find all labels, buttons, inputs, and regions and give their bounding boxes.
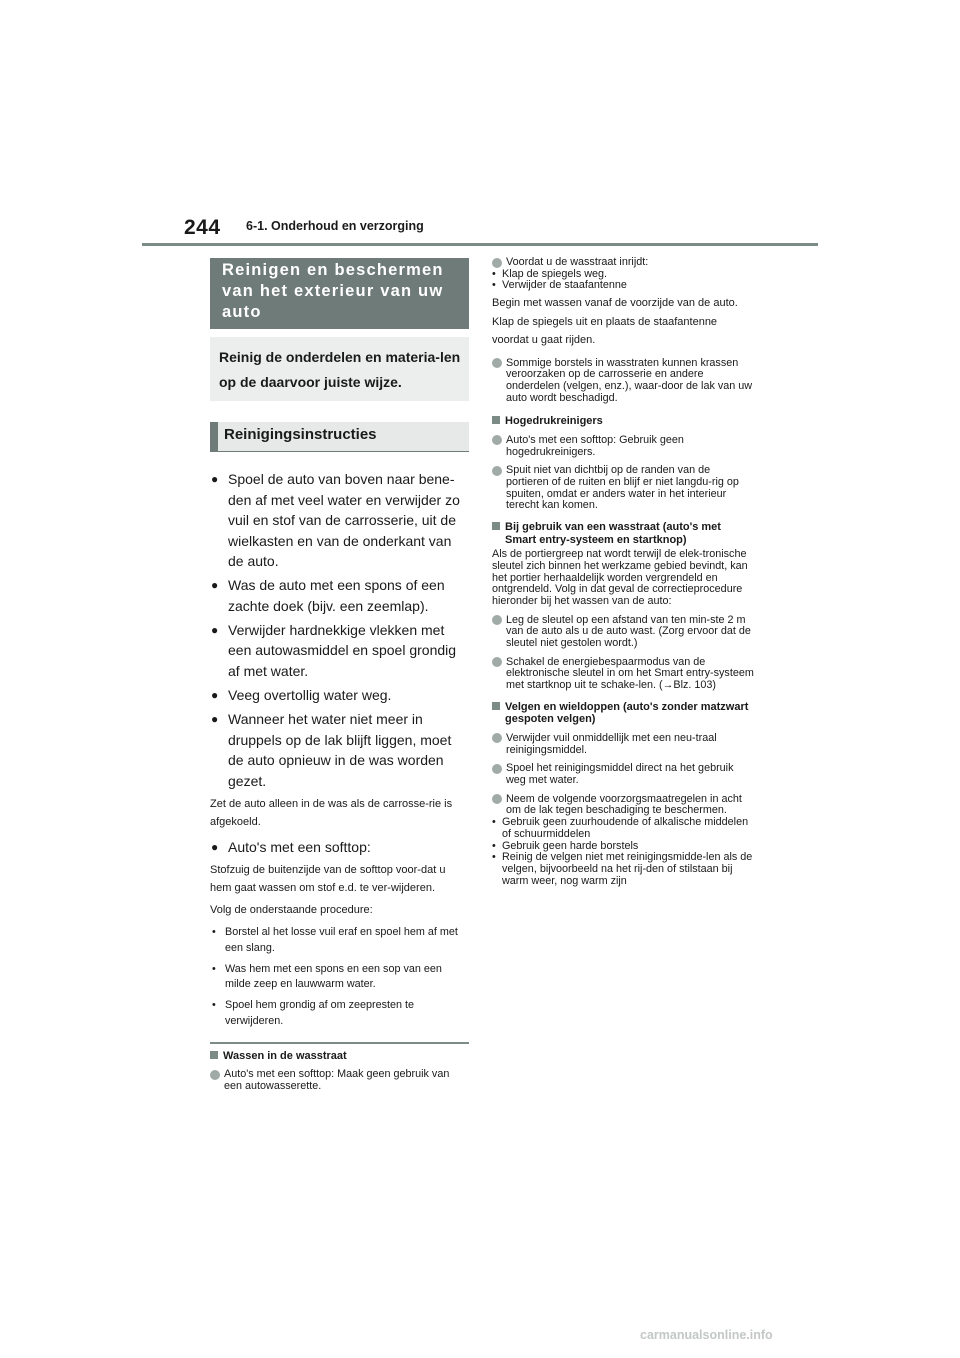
circle-bullet-icon: [492, 615, 502, 625]
list-item: • Borstel al het losse vuil eraf en spoel hem af met een slang.: [212, 926, 458, 954]
circle-bullet-icon: [492, 466, 502, 476]
smart-entry-heading: Bij gebruik van een wasstraat (auto's met Smart entry-systeem en startknop): [492, 521, 754, 546]
bullet-icon: ●: [211, 472, 219, 486]
circle-bullet-icon: [492, 358, 502, 368]
before-carwash-item: Voordat u de wasstraat inrijdt:: [492, 257, 754, 269]
circle-bullet-icon: [492, 435, 502, 445]
pressure-washer-heading: Hogedrukreinigers: [492, 415, 754, 428]
list-item: Schakel de energiebespaarmodus van de elektronische sleutel in om het Smart entry-systeem met startknop uit te schake-len. (→Blz. 103): [492, 657, 754, 692]
list-item: Neem de volgende voorzorgsmaatregelen in acht om de lak tegen beschadiging te beschermen.: [492, 794, 754, 817]
section-divider: [210, 1042, 469, 1044]
bullet-icon: ●: [211, 688, 219, 703]
circle-bullet-icon: [492, 794, 502, 804]
list-item: ● Spoel de auto van boven naar bene-den af met veel water en verwijder zo vuil en stof van de carrosserie, uit de wielkasten en van de onderkant van de auto.: [211, 471, 460, 569]
before-paragraph: Begin met wassen vanaf de voorzijde van de auto. Klap de spiegels uit en plaats de staafantenne voordat u gaat rijden.: [492, 297, 738, 347]
list-item: Spoel het reinigingsmiddel direct na het gebruik weg met water.: [492, 763, 754, 786]
bullet-icon: ●: [211, 712, 219, 727]
smart-entry-paragraph: Als de portiergreep nat wordt terwijl de elek-tronische sleutel zich binnen het werkzame gebied bevindt, kan het portier herhaaldelijk worden vergrendeld en ontgrendeld. Volg in dat geval de correctieprocedure hieronder bij het wassen van de auto:: [492, 548, 748, 607]
section-title: 6-1. Onderhoud en verzorging: [246, 219, 424, 233]
list-item: • Spoel hem grondig af om zeepresten te verwijderen.: [212, 999, 415, 1027]
square-bullet-icon: [492, 522, 500, 530]
list-item: Leg de sleutel op een afstand van ten min-ste 2 m van de auto als u de auto wast. (Zorg ervoor dat de sleutel niet gestolen wordt.): [492, 615, 754, 650]
watermark: carmanualsonline.info: [640, 1328, 773, 1342]
intro-box: Reinig de onderdelen en materia-len op de daarvoor juiste wijze.: [210, 337, 469, 401]
list-item: ● Verwijder hardnekkige vlekken met een autowasmiddel en spoel grondig af met water.: [211, 621, 457, 679]
circle-bullet-icon: [210, 1070, 220, 1080]
cooling-note: Zet de auto alleen in de was als de carrosse-rie is afgekoeld.: [210, 797, 453, 828]
page-number: 244: [184, 216, 221, 239]
instructions-heading: Reinigingsinstructies: [210, 422, 469, 452]
list-item: • Was hem met een spons en een sop van een milde zeep en lauwwarm water.: [212, 962, 442, 991]
wheels-heading: Velgen en wieldoppen (auto's zonder matzwart gespoten velgen): [492, 701, 754, 726]
list-item: Auto's met een softtop: Gebruik geen hogedrukreinigers.: [492, 435, 754, 458]
left-column: [210, 258, 469, 1093]
instruction-list: [210, 469, 469, 791]
bullet-icon: ●: [211, 839, 219, 854]
list-item: ● Was de auto met een spons of een zachte doek (bijv. een zeemlap).: [211, 577, 445, 614]
softtop-note: Stofzuig de buitenzijde van de softtop voor-dat u hem gaat wassen om stof e.d. te ver-wijderen.: [210, 864, 446, 895]
square-bullet-icon: [492, 702, 500, 710]
circle-bullet-icon: [492, 657, 502, 667]
chapter-banner: Reinigen en beschermen van het exterieur van uw auto: [210, 258, 469, 329]
circle-bullet-icon: [492, 764, 502, 774]
list-item: Spuit niet van dichtbij op de randen van de portieren of de ruiten en blijf er niet langdu-rig op spuiten, omdat er anders water in het interieur terecht kan komen.: [492, 465, 754, 512]
list-item: ● Veeg overtollig water weg.: [210, 685, 469, 706]
list-item: Verwijder vuil onmiddellijk met een neu-traal reinigingsmiddel.: [492, 733, 754, 756]
square-bullet-icon: [492, 416, 500, 424]
bullet-icon: ●: [211, 578, 219, 593]
brush-item: Sommige borstels in wasstraten kunnen krassen veroorzaken op de carrosserie en andere onderdelen (velgen, enz.), waar-door de lak van uw auto wordt beschadigd.: [492, 358, 754, 405]
right-column: [492, 255, 754, 887]
wheel-sub-list: • Gebruik geen zuurhoudende of alkalische middelen of schuurmiddelen • Gebruik geen harde borstels • Reinig de velgen niet met reinigingsmidde-len als de velgen, bijvoorbeeld na het rij-den of stilstaan bij warm weer, nog warm zijn: [492, 816, 753, 887]
square-bullet-icon: [210, 1051, 218, 1059]
before-sub-list: • Klap de spiegels weg. • Verwijder de staafantenne: [492, 267, 627, 292]
carwash-item: Auto's met een softtop: Maak geen gebruik van een autowasserette.: [210, 1069, 469, 1092]
page-header: [0, 0, 960, 250]
procedure-note: Volg de onderstaande procedure:: [210, 904, 373, 917]
header-rule: [142, 243, 818, 246]
softtop-steps: [210, 925, 469, 1029]
circle-bullet-icon: [492, 258, 502, 268]
circle-bullet-icon: [492, 733, 502, 743]
softtop-item: ● Auto's met een softtop:: [210, 837, 469, 858]
bullet-icon: ●: [211, 622, 219, 637]
carwash-heading: Wassen in de wasstraat: [210, 1050, 469, 1063]
list-item: ● Wanneer het water niet meer in druppels op de lak blijft liggen, moet de auto opnieuw in de was worden gezet.: [211, 711, 452, 789]
